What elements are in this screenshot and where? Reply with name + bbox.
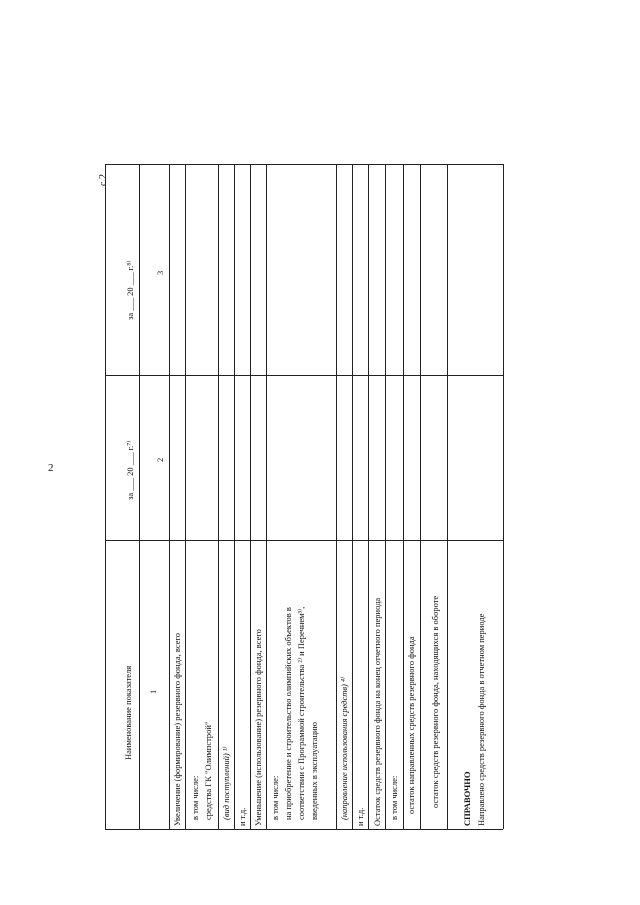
row-divider bbox=[385, 164, 386, 829]
row-divider bbox=[352, 164, 353, 829]
table-divider-col2-col3 bbox=[105, 375, 503, 376]
header-col-indicator: Наименование показателя bbox=[123, 665, 133, 760]
row-increase-source: (вид поступлений) ¹⁾ bbox=[221, 746, 231, 820]
row-decrease-incl: в том числе: bbox=[270, 775, 280, 820]
row-divider bbox=[139, 164, 140, 829]
col-number-3: 3 bbox=[155, 270, 165, 275]
row-decrease-etc: и т.д. bbox=[355, 807, 365, 826]
row-balance-total: Остаток средств резервного фонда на конец отчетного периода bbox=[372, 597, 382, 826]
row-divider bbox=[336, 164, 337, 829]
row-decrease-direction: (направление использования средств) ⁴⁾ bbox=[339, 676, 349, 820]
row-divider bbox=[447, 164, 448, 829]
row-divider bbox=[250, 164, 251, 829]
table-divider-col1-col2 bbox=[105, 540, 503, 541]
row-divider bbox=[368, 164, 369, 829]
row-divider bbox=[185, 164, 186, 829]
row-reference-title: СПРАВОЧНО bbox=[462, 771, 472, 826]
row-increase-incl: в том числе: bbox=[190, 775, 200, 820]
table-border-bottom bbox=[105, 829, 503, 830]
row-decrease-purchase-line3: введенных в эксплуатацию bbox=[309, 722, 319, 820]
row-balance-turnover: остаток средств резервного фонда, находящихся в обороте bbox=[430, 595, 440, 808]
row-increase-total: Увеличение (формирование) резервного фонда, всего bbox=[172, 632, 182, 826]
page-number: 2 bbox=[48, 462, 54, 474]
table-border-top bbox=[105, 164, 503, 165]
row-increase-olimpstroy: средства ГК "Олимпстрой" bbox=[203, 721, 213, 820]
row-increase-etc: и т.д. bbox=[237, 807, 247, 826]
table-border-right bbox=[503, 164, 504, 829]
row-balance-directed: остаток направленных средств резервного фонда bbox=[406, 636, 416, 814]
row-divider bbox=[420, 164, 421, 829]
header-col-period-3: за ___ 20 ___ г.⁸⁾ bbox=[125, 260, 135, 320]
row-decrease-purchase-line2: соответствии с Программой строительства ²⁾ и Перечнем³⁾, bbox=[296, 606, 306, 820]
row-divider bbox=[218, 164, 219, 829]
sheet-label: с.2 bbox=[98, 174, 109, 186]
row-decrease-purchase-line1: на приобретение и строительство олимпийских объектов в bbox=[283, 607, 293, 820]
row-decrease-total: Уменьшение (использование) резервного фонда, всего bbox=[253, 629, 263, 826]
col-number-1: 1 bbox=[148, 689, 158, 694]
row-divider bbox=[266, 164, 267, 829]
row-reference-text: Направлено средств резервного фонда в отчетном периоде bbox=[476, 613, 486, 826]
row-divider bbox=[403, 164, 404, 829]
col-number-2: 2 bbox=[155, 457, 165, 462]
row-divider bbox=[169, 164, 170, 829]
table-border-left bbox=[105, 164, 106, 829]
row-divider bbox=[234, 164, 235, 829]
header-col-period-2: за ___ 20 ___ г.⁷⁾ bbox=[125, 440, 135, 500]
row-balance-incl: в том числе: bbox=[389, 775, 399, 820]
